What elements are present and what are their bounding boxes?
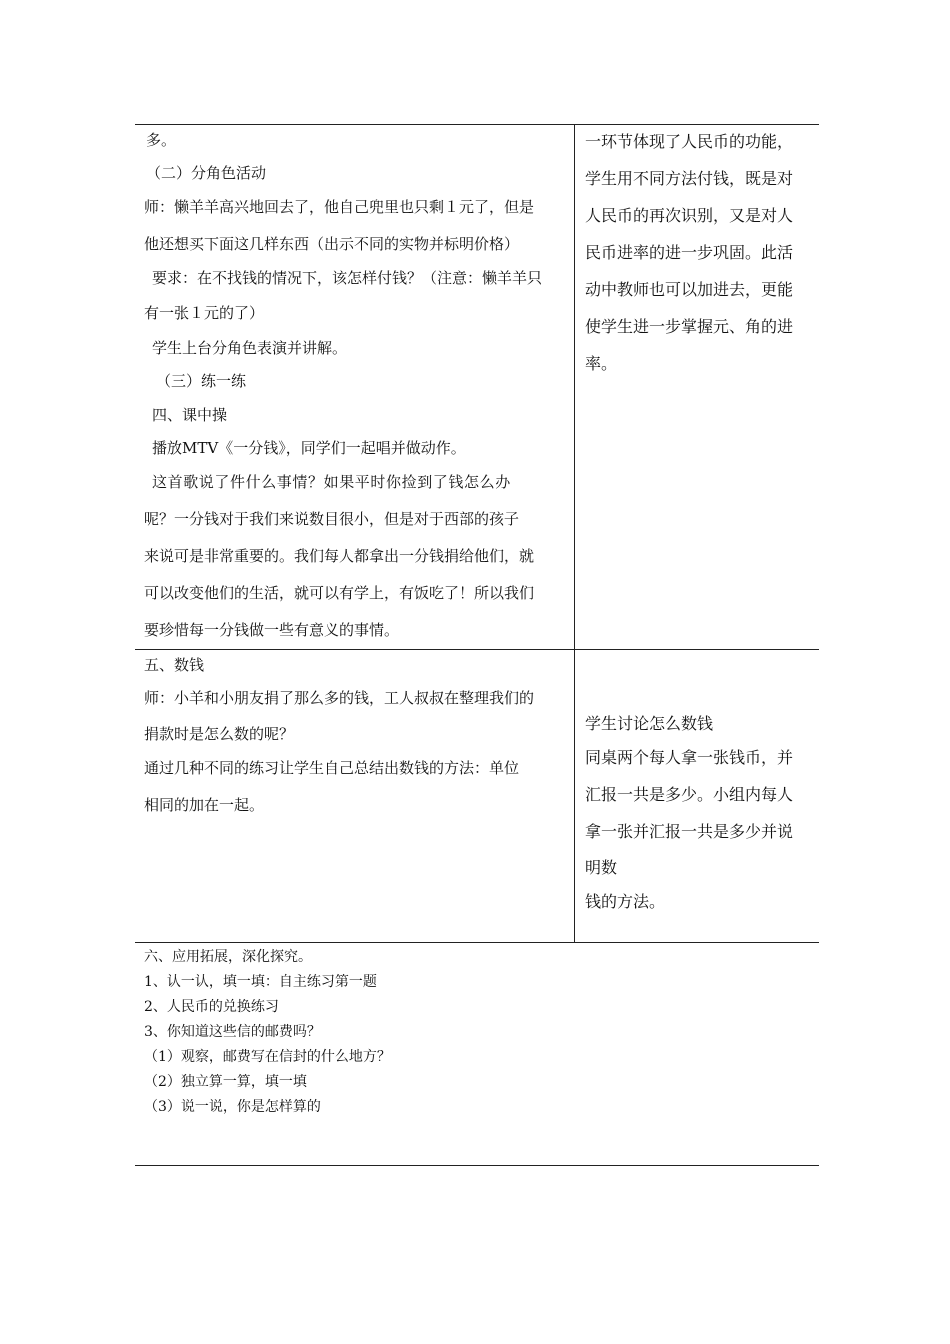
text-line: 民币进率的进一步巩固。此活 <box>585 243 794 262</box>
text-line: 拿一张并汇报一共是多少并说 <box>585 822 794 841</box>
row1-commentary <box>585 124 813 649</box>
text-line: 他还想买下面这几样东西（出示不同的实物并标明价格） <box>144 235 520 253</box>
text-line: 这首歌说了件什么事情？如果平时你捡到了钱怎么办 <box>152 473 511 491</box>
row3-lesson-content <box>144 942 814 1165</box>
text-line: 人民币的再次识别，又是对人 <box>585 206 794 225</box>
text-line: 学生讨论怎么数钱 <box>585 714 714 733</box>
row1-lesson-content <box>144 124 570 649</box>
text-line: 多。 <box>146 131 177 149</box>
text-line: （1）观察，邮费写在信封的什么地方？ <box>144 1049 391 1065</box>
text-line: 2、人民币的兑换练习 <box>144 999 279 1015</box>
text-line: （2）独立算一算，填一填 <box>144 1074 307 1090</box>
text-line: 钱的方法。 <box>585 892 666 911</box>
text-line: （3）说一说，你是怎样算的 <box>144 1099 321 1115</box>
text-line: 呢？一分钱对于我们来说数目很小，但是对于西部的孩子 <box>144 510 520 528</box>
table-bottom-border <box>135 1165 819 1166</box>
text-line: 学生上台分角色表演并讲解。 <box>152 339 348 357</box>
column-divider-row1 <box>574 124 575 649</box>
text-line: 率。 <box>585 354 618 373</box>
section-heading: （三）练一练 <box>156 372 247 390</box>
text-line: 使学生进一步掌握元、角的进 <box>585 317 794 336</box>
section-heading: 六、应用拓展，深化探究。 <box>144 949 312 965</box>
text-line: 捐款时是怎么数的呢？ <box>144 725 295 743</box>
text-line: 要珍惜每一分钱做一些有意义的事情。 <box>144 621 400 639</box>
text-line: 师：懒羊羊高兴地回去了，他自己兜里也只剩１元了，但是 <box>144 198 535 216</box>
text-line: 要求：在不找钱的情况下，该怎样付钱？（注意：懒羊羊只 <box>152 269 543 287</box>
text-line: 同桌两个每人拿一张钱币，并 <box>585 748 794 767</box>
text-line: 学生用不同方法付钱，既是对 <box>585 169 794 188</box>
text-line: 1、认一认，填一填：自主练习第一题 <box>144 974 377 990</box>
text-line: 相同的加在一起。 <box>144 796 265 814</box>
text-line: 汇报一共是多少。小组内每人 <box>585 785 794 804</box>
row2-lesson-content <box>144 649 570 942</box>
text-line: 来说可是非常重要的。我们每人都拿出一分钱捐给他们，就 <box>144 547 535 565</box>
section-heading: 五、数钱 <box>144 656 205 674</box>
text-line: 3、你知道这些信的邮费吗？ <box>144 1024 321 1040</box>
text-line: 有一张１元的了） <box>144 304 265 322</box>
text-line: 动中教师也可以加进去，更能 <box>585 280 794 299</box>
text-line: 师：小羊和小朋友捐了那么多的钱，工人叔叔在整理我们的 <box>144 689 535 707</box>
section-heading: 四、课中操 <box>152 406 228 424</box>
row2-commentary <box>585 649 813 942</box>
text-line: 一环节体现了人民币的功能， <box>585 132 794 151</box>
column-divider-row2 <box>574 649 575 942</box>
section-heading: （二）分角色活动 <box>146 164 267 182</box>
text-line: 可以改变他们的生活，就可以有学上，有饭吃了！所以我们 <box>144 584 535 602</box>
text-line: 明数 <box>585 858 618 877</box>
text-line: 通过几种不同的练习让学生自己总结出数钱的方法：单位 <box>144 759 520 777</box>
text-line: 播放MTV《一分钱》，同学们一起唱并做动作。 <box>152 439 466 457</box>
